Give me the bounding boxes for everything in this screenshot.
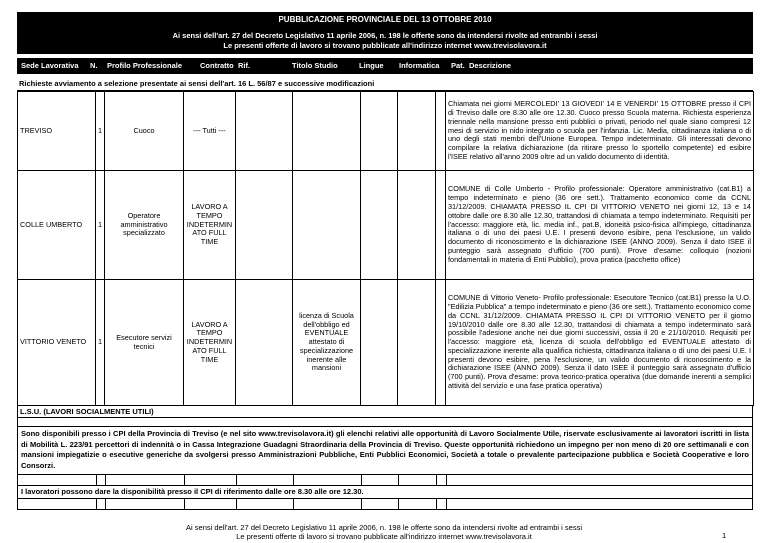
header-legal-note: Ai sensi dell'art. 27 del Decreto Legislativo 11 aprile 2006, n. 198 le offerte sono da intendersi rivolte ad entrambi i sessi [172,31,598,40]
col-sede: Sede Lavorativa [21,61,79,70]
cell-sede: COLLE UMBERTO [18,171,96,280]
cell-profilo: Esecutore servizi tecnici [105,280,184,406]
cell-sede: VITTORIO VENETO [18,280,96,406]
col-profilo: Profilo Professionale [107,61,183,70]
cell-n: 1 [96,171,105,280]
lsu-description: Sono disponibili presso i CPI della Provincia di Treviso (e nel sito www.trevisolavora.it) gli elenchi relativi alle opportunità di Lavoro Socialmente Utile, riservate esclusivamente ai lavoratori iscritti in lista di Mobilità L. 223/91 percettori di indennità o in Cassa Integrazione Guadagni Straordinaria della Provincia di Treviso. Queste opportunità richiedono un impegno per non meno di 20 ore settimanali e con mansioni impiegatizie o esecutive generiche da svolgersi presso Amministrazioni Pubbliche, Enti Pubblici Economici, Società a totale o prevalente partecipazione pubblica e Società Cooperative e loro Consorzi. [17,427,753,475]
cell-n: 1 [96,92,105,171]
cell-pat [436,280,446,406]
cell-informatica [398,280,436,406]
page-title: PUBBLICAZIONE PROVINCIALE DEL 13 OTTOBRE 2010 [278,15,492,24]
cell-lingue [361,171,398,280]
page-footer [0,523,768,541]
lsu-title: L.S.U. (LAVORI SOCIALMENTE UTILI) [17,406,753,418]
cell-rif [236,280,293,406]
document-page [17,12,753,510]
page-number: 1 [722,531,727,540]
table-row [18,280,754,406]
job-offers-table [17,91,754,406]
cell-contratto: LAVORO A TEMPO INDETERMIN ATO FULL TIME [184,280,236,406]
cell-descrizione: COMUNE di Vittorio Veneto- Profilo professionale: Esecutore Tecnico (cat.B1) presso la U.O. "Edilizia Pubblica" a tempo indeterminato e pieno (36 ore sett.). Trattamento economico come da CCNL 31/12/2009. CHIAMATA PRESSO IL CPI DI VITTORIO VENETO per il giorno 19/10/2010 dalle ore 8.30 alle 12.30, trattandosi di chiamata a tempo indeterminato sarà possibile l'adesione anche nei due giorni successivi, ossia il 20 e 21/10/2010. Requisiti per l'accesso: maggiore età, licenza di scuola dell'obbligo ed EVENTUALE attestato di specializzazione inerente alla qualifica richiesta, cittadinanza italiana o di uno dei paesi U.E. I presenti devono esibire, pena l'esclusione, un valido documento di riconoscimento e la dichiarazione ISEE (ANNO 2009). Senza il dato ISEE il punteggio sarà assegnato d'ufficio (700 punti). Prova d'esame: prova teorico-pratica operativa (due domande inerenti a semplici attività del servizio e una fase pratica operativa) [446,280,754,406]
cell-n: 1 [96,280,105,406]
cell-lingue [361,280,398,406]
cell-sede: TREVISO [18,92,96,171]
cell-lingue [361,92,398,171]
cell-descrizione: COMUNE di Colle Umberto - Profilo professionale: Operatore amministrativo (cat.B1) a tempo indeterminato e pieno (36 ore sett.). Trattamento economico come da CCNL 31/12/2009. CHIAMATA PRESSO IL CPI DI VITTORIO VENETO nei giorni 12, 13 e 14 ottobre dalle ore 8.30 alle 12.30, trattandosi di chiamata a tempo indeterminato. Requisiti per l'accesso: maggiore età, lic. media inf., pat.B, idoneità psico-fisica all'impiego, cittadinanza italiana o di uno dei paesi U.E. I presenti devono esibire, pena l'esclusione, un valido documento di riconoscimento e la dichiarazione ISEE (ANNO 2009). Senza il dato ISEE il punteggio sarà assegnato d'ufficio (700 punti). Prove d'esame: colloquio (nozioni fondamentali in materia di Enti Pubblici), prova pratica (pacchetto office) [446,171,754,280]
table-row [18,92,754,171]
cell-pat [436,171,446,280]
document-header [17,12,753,54]
col-studio: Titolo Studio [292,61,338,70]
lsu-availability-note: I lavoratori possono dare la disponibilità presso il CPI di riferimento dalle ore 8.30 alle ore 12.30. [17,486,753,499]
cell-studio [293,92,361,171]
divider [17,499,753,510]
cell-contratto: LAVORO A TEMPO INDETERMIN ATO FULL TIME [184,171,236,280]
cell-profilo: Operatore amministrativo specializzato [105,171,184,280]
footer-legal-note: Ai sensi dell'art. 27 del Decreto Legislativo 11 aprile 2006, n. 198 le offerte sono da intendersi rivolte ad entrambi i sessi [186,523,582,532]
cell-pat [436,92,446,171]
cell-informatica [398,171,436,280]
cell-profilo: Cuoco [105,92,184,171]
cell-rif [236,92,293,171]
cell-studio [293,171,361,280]
section-title: Richieste avviamento a selezione presentate ai sensi dell'art. 16 L. 56/87 e successive modificazioni [17,78,753,91]
col-n: N. [90,61,98,70]
footer-website-note: Le presenti offerte di lavoro si trovano pubblicate all'indirizzo internet www.trevisolavora.it [236,532,532,541]
col-contratto: Contratto [200,61,234,70]
cell-contratto: --- Tutti --- [184,92,236,171]
cell-rif [236,171,293,280]
divider [17,475,753,486]
table-row [18,171,754,280]
header-website-note: Le presenti offerte di lavoro si trovano pubblicate all'indirizzo internet www.trevisolavora.it [223,41,547,50]
cell-descrizione: Chiamata nei giorni MERCOLEDI' 13 GIOVEDI' 14 E VENERDI' 15 OTTOBRE presso il CPI di Treviso dalle ore 8.30 alle ore 12.30. Cuoco presso Scuola materna. Richiesta esperienza triennale nella mansione presso enti pubblici o privati, periodo nel quale siano compresi 12 mesi di servizio in nido integrato o scuola per l'infanzia. Lic. Media, cittadinanza italiana o di uno degli stati membri dell'Unione Europea. Tempo indeterminato. Gli interessati devono compilare la relativa dichiarazione (da ritirare presso lo sportello competente) ed esibire l'ISEE relativo all'anno 2009 oltre ad un valido documento di identità. [446,92,754,171]
col-pat: Pat. [451,61,465,70]
col-informatica: Informatica [399,61,440,70]
divider [17,418,753,427]
col-rif: Rif. [238,61,251,70]
column-header-bar [17,54,753,74]
col-descrizione: Descrizione [469,61,512,70]
cell-studio: licenza di Scuola dell'obbligo ed EVENTUALE attestato di specializzazione inerente alle mansioni [293,280,361,406]
cell-informatica [398,92,436,171]
col-lingue: Lingue [359,61,384,70]
